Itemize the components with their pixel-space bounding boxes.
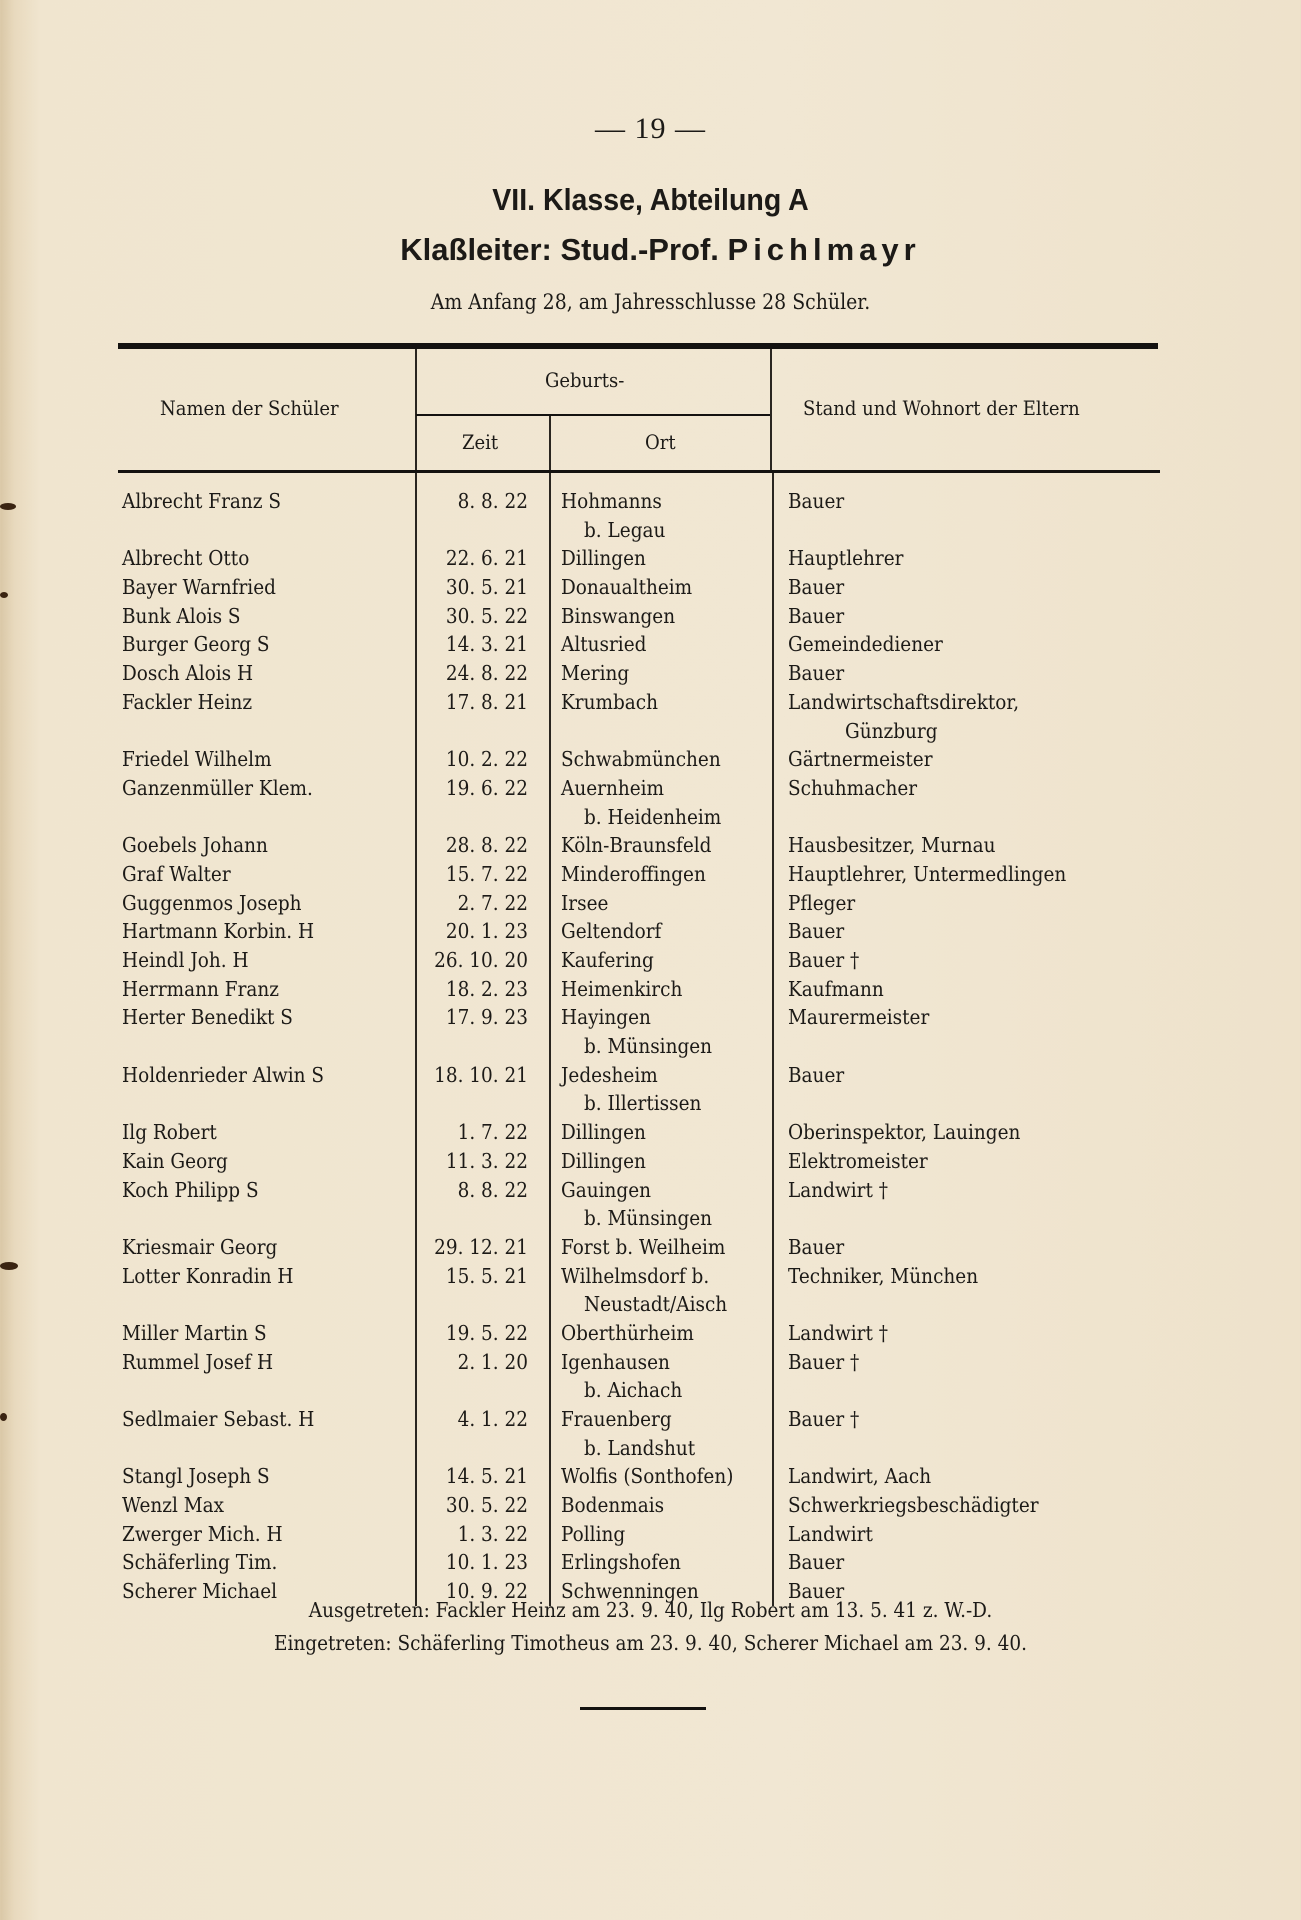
table-row — [0, 1176, 1301, 1205]
student-name: Koch Philipp S — [122, 1177, 259, 1202]
student-name: Guggenmos Joseph — [122, 890, 302, 915]
student-count-summary: Am Anfang 28, am Jahresschlusse 28 Schüler. — [430, 290, 871, 314]
table-row — [0, 630, 1301, 659]
birth-place: Dillingen — [561, 546, 646, 571]
parent-occupation: Landwirt — [788, 1521, 873, 1546]
birth-date: 1. 3. 22 — [457, 1521, 528, 1546]
birth-date: 19. 5. 22 — [445, 1320, 528, 1345]
table-row — [0, 688, 1301, 717]
birth-place: Dillingen — [561, 1120, 646, 1145]
parent-occupation: Landwirt, Aach — [788, 1464, 932, 1489]
birth-place: Wolfis (Sonthofen) — [561, 1464, 734, 1489]
birth-date: 11. 3. 22 — [445, 1148, 528, 1173]
birth-date: 18. 10. 21 — [434, 1062, 528, 1087]
page-number: — 19 — — [595, 112, 706, 145]
birth-date: 10. 9. 22 — [445, 1579, 528, 1604]
table-row-continuation — [0, 1376, 1301, 1405]
parent-occupation: Schuhmacher — [788, 775, 918, 800]
birth-place: Mering — [561, 661, 630, 686]
table-row — [0, 659, 1301, 688]
birth-place: Bodenmais — [561, 1493, 665, 1518]
birth-date: 26. 10. 20 — [434, 948, 528, 972]
table-top-rule — [118, 343, 1158, 349]
birth-place: Heimenkirch — [561, 976, 683, 1001]
birth-date: 15. 7. 22 — [445, 861, 528, 886]
birth-date: 30. 5. 21 — [445, 575, 528, 600]
student-name: Holdenrieder Alwin S — [122, 1062, 325, 1087]
student-name: Wenzl Max — [122, 1493, 225, 1518]
student-name: Heindl Joh. H — [122, 948, 249, 972]
header-divider — [415, 349, 417, 471]
student-name: Dosch Alois H — [122, 661, 254, 686]
table-row-continuation — [0, 1204, 1301, 1233]
paper-blemish — [0, 1413, 7, 1421]
birth-date: 14. 3. 21 — [445, 632, 528, 657]
parent-occupation: Techniker, München — [788, 1263, 979, 1288]
birth-date: 24. 8. 22 — [445, 661, 528, 686]
birth-place: Binswangen — [561, 603, 676, 628]
parent-occupation: Bauer — [788, 919, 845, 944]
parent-occupation: Schwerkriegsbeschädigter — [788, 1493, 1039, 1518]
student-name: Kain Georg — [122, 1148, 228, 1173]
birth-date: 8. 8. 22 — [457, 1177, 528, 1202]
table-row — [0, 1491, 1301, 1520]
student-name: Miller Martin S — [122, 1320, 267, 1345]
birth-place-continuation: b. Landshut — [584, 1435, 696, 1460]
column-group-header-geburts: Geburts- — [545, 368, 625, 392]
table-row — [0, 487, 1301, 516]
parent-occupation: Bauer — [788, 1550, 845, 1575]
table-row — [0, 1462, 1301, 1491]
birth-date: 19. 6. 22 — [445, 775, 528, 800]
birth-place: Auernheim — [561, 775, 665, 800]
student-name: Ganzenmüller Klem. — [122, 775, 313, 800]
student-name: Sedlmaier Sebast. H — [122, 1407, 315, 1431]
student-name: Herter Benedikt S — [122, 1005, 293, 1030]
table-row-continuation — [0, 717, 1301, 746]
table-row-continuation — [0, 803, 1301, 832]
student-name: Ilg Robert — [122, 1120, 217, 1145]
birth-place: Oberthürheim — [561, 1320, 694, 1345]
table-row — [0, 1061, 1301, 1090]
parent-occupation: Bauer — [788, 575, 845, 600]
table-row — [0, 1548, 1301, 1577]
table-row — [0, 889, 1301, 918]
column-header-ort: Ort — [645, 430, 676, 454]
birth-date: 4. 1. 22 — [457, 1407, 528, 1431]
birth-date: 2. 7. 22 — [457, 890, 528, 915]
table-row — [0, 1319, 1301, 1348]
birth-date: 15. 5. 21 — [445, 1263, 528, 1288]
birth-place-continuation: b. Illertissen — [584, 1091, 702, 1116]
student-name: Hartmann Korbin. H — [122, 919, 315, 944]
birth-place: Irsee — [561, 890, 609, 915]
parent-occupation: Bauer † — [788, 948, 860, 972]
birth-date: 30. 5. 22 — [445, 603, 528, 628]
birth-date: 1. 7. 22 — [457, 1120, 528, 1145]
class-teacher-label: Klaßleiter: Stud.-Prof. — [400, 232, 728, 267]
student-name: Scherer Michael — [122, 1579, 278, 1604]
table-row-continuation — [0, 1089, 1301, 1118]
student-name: Rummel Josef H — [122, 1349, 274, 1374]
table-row — [0, 860, 1301, 889]
birth-place: Minderoffingen — [561, 861, 706, 886]
birth-place: Schwenningen — [561, 1579, 699, 1604]
table-row — [0, 1405, 1301, 1434]
birth-place: Schwabmünchen — [561, 747, 721, 772]
table-row — [0, 831, 1301, 860]
student-name: Herrmann Franz — [122, 976, 280, 1001]
birth-place: Hohmanns — [561, 489, 662, 513]
table-row — [0, 1348, 1301, 1377]
birth-place: Wilhelmsdorf b. — [561, 1263, 710, 1288]
student-name: Lotter Konradin H — [122, 1263, 294, 1288]
birth-place-continuation: b. Legau — [584, 517, 666, 542]
birth-place: Köln-Braunsfeld — [561, 833, 712, 858]
birth-place: Forst b. Weilheim — [561, 1234, 726, 1259]
table-row — [0, 1520, 1301, 1549]
paper-blemish — [0, 503, 16, 510]
student-name: Bunk Alois S — [122, 603, 241, 628]
parent-occupation: Bauer — [788, 489, 845, 513]
table-row — [0, 1262, 1301, 1291]
table-row — [0, 602, 1301, 631]
column-header-stand: Stand und Wohnort der Eltern — [803, 396, 1080, 420]
parent-occupation: Bauer † — [788, 1349, 860, 1374]
birth-place: Krumbach — [561, 689, 659, 714]
student-name: Friedel Wilhelm — [122, 747, 272, 772]
header-divider — [549, 416, 551, 471]
birth-date: 17. 9. 23 — [445, 1005, 528, 1030]
table-row-continuation — [0, 1434, 1301, 1463]
birth-date: 10. 2. 22 — [445, 747, 528, 772]
birth-place-continuation: b. Münsingen — [584, 1034, 713, 1059]
column-header-zeit: Zeit — [462, 430, 499, 454]
table-row — [0, 1233, 1301, 1262]
geburts-group-rule — [416, 414, 770, 416]
birth-place: Erlingshofen — [561, 1550, 681, 1575]
birth-place-continuation: b. Münsingen — [584, 1206, 713, 1231]
parent-occupation: Hauptlehrer, Untermedlingen — [788, 861, 1067, 886]
birth-date: 29. 12. 21 — [434, 1234, 528, 1259]
note-entered: Eingetreten: Schäferling Timotheus am 23. 9. 40, Scherer Michael am 23. 9. 40. — [274, 1631, 1027, 1655]
student-name: Albrecht Franz S — [122, 489, 282, 513]
table-row — [0, 1003, 1301, 1032]
parent-occupation: Landwirt † — [788, 1320, 888, 1345]
birth-place: Gauingen — [561, 1177, 652, 1202]
table-row-continuation — [0, 1290, 1301, 1319]
birth-place: Jedesheim — [561, 1062, 658, 1087]
student-name: Stangl Joseph S — [122, 1464, 270, 1489]
birth-date: 18. 2. 23 — [445, 976, 528, 1001]
table-row — [0, 573, 1301, 602]
birth-date: 30. 5. 22 — [445, 1493, 528, 1518]
student-name: Fackler Heinz — [122, 689, 253, 714]
class-teacher-name: Pichlmayr — [727, 232, 921, 267]
birth-place: Donaualtheim — [561, 575, 693, 600]
parent-occupation: Bauer — [788, 661, 845, 686]
birth-place: Kaufering — [561, 948, 654, 972]
column-header-name: Namen der Schüler — [160, 396, 339, 420]
parent-occupation: Bauer — [788, 1062, 845, 1087]
birth-place: Altusried — [561, 632, 647, 657]
birth-date: 2. 1. 20 — [457, 1349, 528, 1374]
parent-occupation: Bauer † — [788, 1407, 860, 1431]
birth-place: Hayingen — [561, 1005, 651, 1030]
table-row — [0, 1118, 1301, 1147]
table-row — [0, 774, 1301, 803]
parent-occupation: Gärtnermeister — [788, 747, 933, 772]
class-teacher-line — [10, 232, 1301, 268]
birth-date: 22. 6. 21 — [445, 546, 528, 571]
parent-occupation: Landwirtschaftsdirektor, — [788, 689, 1020, 714]
student-name: Goebels Johann — [122, 833, 268, 858]
parent-occupation: Bauer — [788, 1234, 845, 1259]
birth-place: Igenhausen — [561, 1349, 670, 1374]
parent-occupation: Oberinspektor, Lauingen — [788, 1120, 1021, 1145]
parent-occupation: Hausbesitzer, Murnau — [788, 833, 996, 858]
birth-place: Frauenberg — [561, 1407, 672, 1431]
birth-place-continuation: b. Aichach — [584, 1378, 683, 1403]
header-bottom-rule — [118, 470, 1160, 473]
student-name: Bayer Warnfried — [122, 575, 276, 600]
table-row — [0, 975, 1301, 1004]
parent-occupation: Bauer — [788, 1579, 845, 1604]
parent-occupation: Bauer — [788, 603, 845, 628]
parent-occupation: Elektromeister — [788, 1148, 928, 1173]
birth-place-continuation: b. Heidenheim — [584, 804, 722, 829]
student-name: Graf Walter — [122, 861, 231, 886]
student-name: Albrecht Otto — [122, 546, 250, 571]
header-divider — [770, 349, 772, 471]
student-name: Zwerger Mich. H — [122, 1521, 283, 1546]
birth-place: Polling — [561, 1521, 626, 1546]
student-name: Burger Georg S — [122, 632, 270, 657]
table-row-continuation — [0, 516, 1301, 545]
birth-place: Dillingen — [561, 1148, 646, 1173]
parent-occupation: Pfleger — [788, 890, 856, 915]
table-row — [0, 745, 1301, 774]
student-table — [0, 487, 1301, 1606]
birth-place: Geltendorf — [561, 919, 662, 944]
page-title: VII. Klasse, Abteilung A — [492, 182, 809, 217]
parent-occupation: Hauptlehrer — [788, 546, 904, 571]
birth-date: 8. 8. 22 — [457, 489, 528, 513]
birth-date: 17. 8. 21 — [445, 689, 528, 714]
end-rule — [580, 1707, 706, 1710]
table-row — [0, 946, 1301, 975]
birth-place-continuation: Neustadt/Aisch — [584, 1292, 728, 1317]
birth-date: 14. 5. 21 — [445, 1464, 528, 1489]
table-row — [0, 1147, 1301, 1176]
parent-occupation: Kaufmann — [788, 976, 884, 1001]
table-row-continuation — [0, 1032, 1301, 1061]
table-row — [0, 917, 1301, 946]
parent-occupation: Landwirt † — [788, 1177, 888, 1202]
birth-date: 28. 8. 22 — [445, 833, 528, 858]
birth-date: 10. 1. 23 — [445, 1550, 528, 1575]
parent-occupation: Maurermeister — [788, 1005, 930, 1030]
student-name: Kriesmair Georg — [122, 1234, 278, 1259]
paper-blemish — [0, 592, 8, 598]
parent-occupation-continuation: Günzburg — [845, 718, 938, 743]
table-row — [0, 544, 1301, 573]
student-name: Schäferling Tim. — [122, 1550, 278, 1575]
note-departed: Ausgetreten: Fackler Heinz am 23. 9. 40, Ilg Robert am 13. 5. 41 z. W.-D. — [308, 1598, 993, 1622]
parent-occupation: Gemeindediener — [788, 632, 943, 657]
birth-date: 20. 1. 23 — [445, 919, 528, 944]
paper-blemish — [0, 1262, 18, 1270]
